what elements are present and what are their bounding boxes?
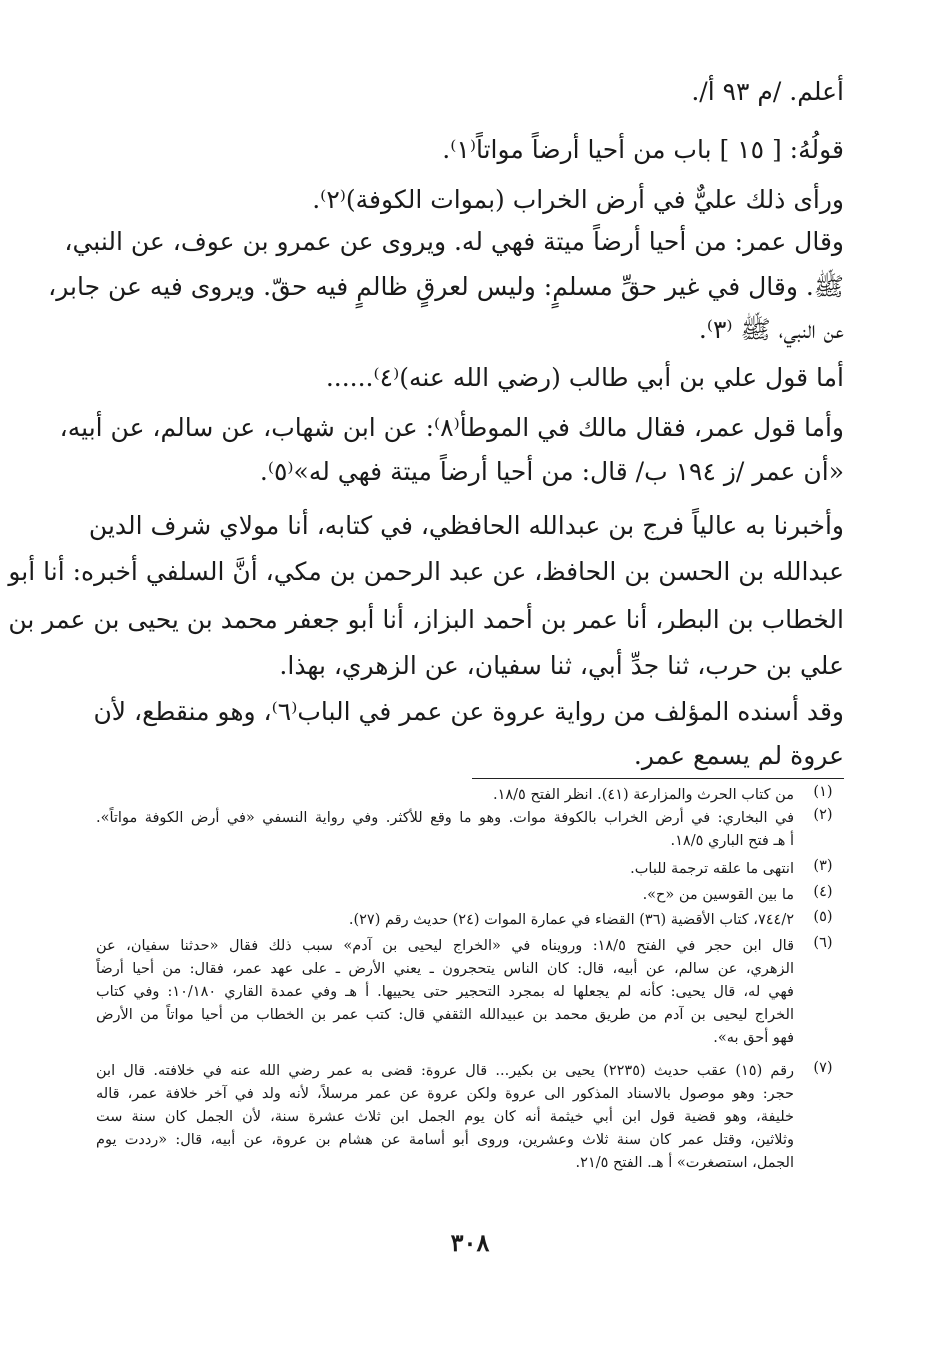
footnote-number: (٢)	[813, 807, 833, 823]
footnote-text: فهي له، قال يحيى: كأنه لم يجعلها له بمجرد التحجير حتى يحييها. أ هـ وفي عمدة القاري ١٠/١٨٠: وفي كتاب	[96, 984, 794, 1000]
text-line: الخطاب بن البطر، أنا عمر بن أحمد البزاز، أنا أبو جعفر محمد بن يحيى بن عمر بن	[8, 605, 844, 634]
footnote-number: (٣)	[813, 858, 833, 874]
footnote-text: من كتاب الحرث والمزارعة (٤١). انظر الفتح ١٨/٥.	[492, 787, 794, 803]
footnote-text: رقم (١٥) عقب حديث (٢٢٣٥) يحيى بن بكير... قال عروة: قضى به عمر رضي الله عنه في خلافته. قال ابن	[96, 1063, 794, 1079]
footnote-divider	[472, 778, 844, 779]
footnote-number: (٥)	[813, 909, 833, 925]
text-line: ورأى ذلك عليٌّ في أرض الخراب (بموات الكوفة)⁽٢⁾.	[312, 185, 844, 214]
footnote-text: الزهري، عن سالم، عن أبيه، قال: كان الناس يتحجرون ـ يعني الأرض ـ على عهد عمر، فقال: من أحيا أرضاً	[96, 961, 794, 977]
footnote-text: ٧٤٤/٢، كتاب الأقضية (٣٦) القضاء في عمارة الموات (٢٤) حديث رقم (٢٧).	[348, 912, 794, 928]
footnote-text: أ هـ فتح الباري ١٨/٥.	[670, 833, 794, 849]
footnote-text: الجمل، استصغرت» أ هـ. الفتح ٢١/٥.	[575, 1155, 794, 1171]
footnote-text: ما بين القوسين من «ح».	[642, 887, 794, 903]
footnote-text: في البخاري: في أرض الخراب بالكوفة موات. وهو ما وقع للأكثر. وفي رواية النسفي «في أرض الكوفة مواتاً».	[96, 810, 794, 826]
footnote-text: خليفة، وهو قضية قول ابن أبي خيثمة أنه كان يوم الجمل ابن ثلاث عشرة سنة، لأن الجمل كان سنة ست	[96, 1109, 794, 1125]
text-line: وقد أسنده المؤلف من رواية عروة عن عمر في الباب⁽٦⁾، وهو منقطع، لأن	[93, 697, 844, 726]
text-line: علي بن حرب، ثنا جدِّ أبي، ثنا سفيان، عن الزهري، بهذا.	[279, 651, 844, 680]
text-line: قولُهُ: [ ١٥ ] باب من أحيا أرضاً مواتاً⁽١⁾.	[442, 135, 844, 164]
footnote-text: الخراج ليحيى بن آدم من طريق محمد بن عبيدالله الثقفي قال: كتب عمر بن الخطاب من أحيا مواتاً من الأرض	[96, 1007, 794, 1023]
text-line: عن النبي، ﷺ ⁽٣⁾.	[698, 315, 844, 344]
text-line: عبدالله بن الحسن بن الحافظ، عن عبد الرحمن بن مكي، أنَّ السلفي أخبره: أنا أبو	[8, 557, 844, 586]
page-number: ٣٠٨	[450, 1228, 490, 1257]
text-line: وأخبرنا به عالياً فرج بن عبدالله الحافظي، في كتابه، أنا مولاي شرف الدين	[88, 511, 844, 540]
footnote-number: (٤)	[813, 884, 833, 900]
text-line: «أن عمر /ز ١٩٤ ب/ قال: من أحيا أرضاً ميتة فهي له»⁽٥⁾.	[259, 457, 844, 486]
footnote-number: (١)	[813, 784, 833, 800]
footnote-text: انتهى ما علقه ترجمة للباب.	[630, 861, 794, 877]
footnote-number: (٧)	[813, 1060, 833, 1076]
footnote-text: وثلاثين، وقتل عمر كان سنة ثلاث وعشرين، وروى أبو أسامة عن هشام بن عروة، عن أبيه، قال: «رددت يوم	[96, 1132, 794, 1148]
text-line: وقال عمر: من أحيا أرضاً ميتة فهي له. ويروى عن عمرو بن عوف، عن النبي،	[64, 227, 844, 256]
footnote-number: (٦)	[813, 935, 833, 951]
text-line: عروة لم يسمع عمر.	[633, 741, 844, 770]
footnote-text: قال ابن حجر في الفتح ١٨/٥: ورويناه في «الخراج ليحيى بن آدم» سبب ذلك فقال «حدثنا سفيان، عن	[96, 938, 794, 954]
text-line: أعلم. /م ٩٣ أ/.	[691, 77, 844, 106]
footnote-text: فهو أحق به».	[713, 1030, 794, 1046]
footnote-text: حجر: وهو موصول بالاسناد المذكور الى عروة ولكن عروة عن عمر مرسلاً، لأنه ولد في آخر خلافة عمر، قاله	[96, 1086, 794, 1102]
text-line: وأما قول عمر، فقال مالك في الموطأ⁽٨⁾: عن ابن شهاب، عن سالم، عن أبيه،	[59, 413, 844, 442]
text-line: أما قول علي بن أبي طالب (رضي الله عنه)⁽٤⁾......	[325, 363, 844, 392]
text-line: ﷺ. وقال في غير حقِّ مسلمٍ: وليس لعرقٍ ظالمٍ فيه حقّ. ويروى فيه عن جابر،	[48, 272, 844, 301]
